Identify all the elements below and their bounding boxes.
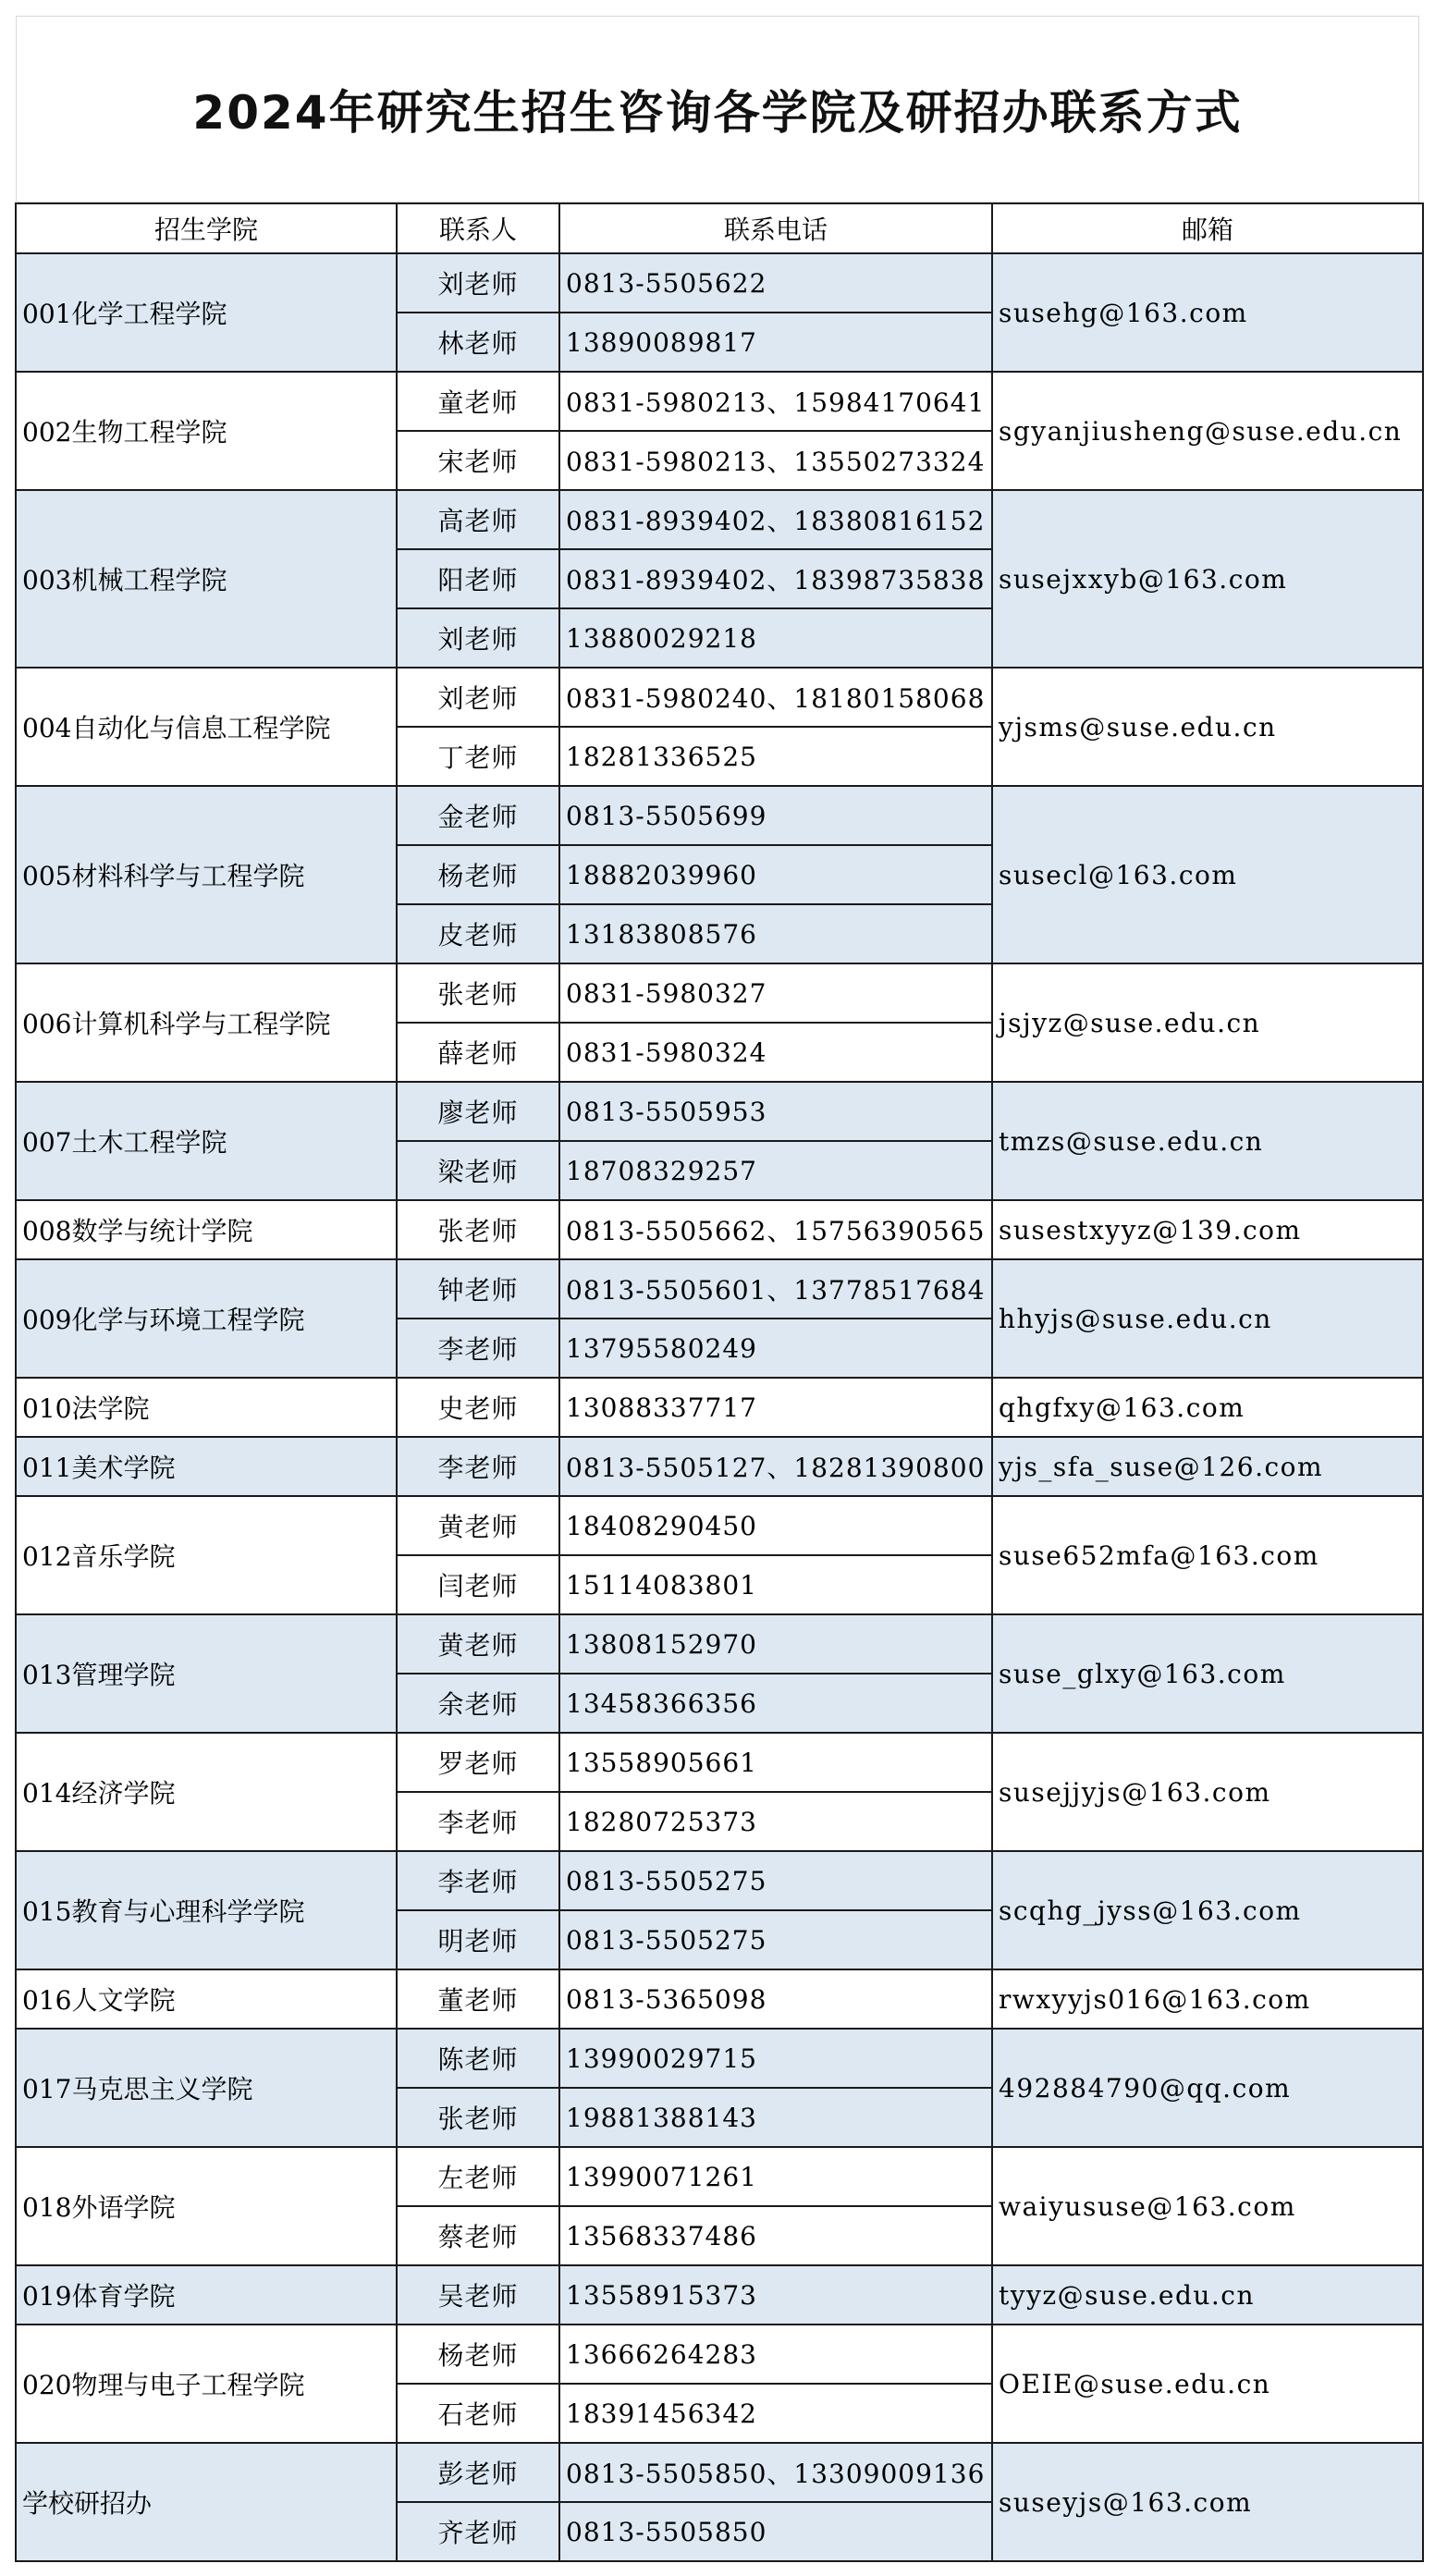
contact-person: 黄老师 <box>397 1496 559 1555</box>
college-name: 014经济学院 <box>16 1733 397 1851</box>
table-row <box>16 1733 1423 1792</box>
college-name: 011美术学院 <box>16 1437 397 1496</box>
college-name: 019体育学院 <box>16 2265 397 2325</box>
contact-person: 丁老师 <box>397 727 559 786</box>
contact-person: 宋老师 <box>397 431 559 490</box>
college-name: 010法学院 <box>16 1378 397 1437</box>
table-row <box>16 668 1423 727</box>
phone-number: 13990071261 <box>559 2147 992 2206</box>
college-name: 学校研招办 <box>16 2443 397 2561</box>
email-address: susehg@163.com <box>992 253 1423 372</box>
contact-person: 张老师 <box>397 963 559 1023</box>
phone-number: 0813-5505601、13778517684 <box>559 1259 992 1319</box>
header-contact: 联系人 <box>397 203 559 253</box>
header-email: 邮箱 <box>992 203 1423 253</box>
phone-number: 13568337486 <box>559 2206 992 2265</box>
table-row <box>16 1437 1423 1496</box>
header-row <box>16 203 1423 253</box>
contact-person: 闫老师 <box>397 1555 559 1614</box>
email-address: waiyususe@163.com <box>992 2147 1423 2265</box>
college-name: 020物理与电子工程学院 <box>16 2325 397 2443</box>
table-row <box>16 1614 1423 1674</box>
phone-number: 15114083801 <box>559 1555 992 1614</box>
phone-number: 0831-5980327 <box>559 963 992 1023</box>
contact-person: 梁老师 <box>397 1141 559 1200</box>
phone-number: 13808152970 <box>559 1614 992 1674</box>
phone-number: 13458366356 <box>559 1674 992 1733</box>
contact-person: 陈老师 <box>397 2029 559 2088</box>
phone-number: 0813-5365098 <box>559 1969 992 2029</box>
phone-number: 18391456342 <box>559 2384 992 2443</box>
college-name: 017马克思主义学院 <box>16 2029 397 2147</box>
email-address: jsjyz@suse.edu.cn <box>992 963 1423 1082</box>
header-phone: 联系电话 <box>559 203 992 253</box>
email-address: yjsms@suse.edu.cn <box>992 668 1423 786</box>
table-row <box>16 1496 1423 1555</box>
college-name: 015教育与心理科学学院 <box>16 1851 397 1969</box>
table-row <box>16 1259 1423 1319</box>
phone-number: 0813-5505662、15756390565 <box>559 1200 992 1259</box>
contact-person: 阳老师 <box>397 549 559 608</box>
email-address: scqhg_jyss@163.com <box>992 1851 1423 1969</box>
contact-person: 黄老师 <box>397 1614 559 1674</box>
email-address: tmzs@suse.edu.cn <box>992 1082 1423 1200</box>
table-row <box>16 253 1423 313</box>
college-name: 005材料科学与工程学院 <box>16 786 397 963</box>
phone-number: 18280725373 <box>559 1792 992 1851</box>
email-address: OEIE@suse.edu.cn <box>992 2325 1423 2443</box>
email-address: susestxyyz@139.com <box>992 1200 1423 1259</box>
contact-person: 左老师 <box>397 2147 559 2206</box>
phone-number: 13795580249 <box>559 1319 992 1378</box>
table-row <box>16 2325 1423 2384</box>
phone-number: 0813-5505953 <box>559 1082 992 1141</box>
table-row <box>16 963 1423 1023</box>
phone-number: 0831-8939402、18398735838 <box>559 549 992 608</box>
phone-number: 13558905661 <box>559 1733 992 1792</box>
phone-number: 0813-5505699 <box>559 786 992 845</box>
phone-number: 0813-5505622 <box>559 253 992 313</box>
phone-number: 0813-5505275 <box>559 1910 992 1969</box>
contact-person: 薛老师 <box>397 1023 559 1082</box>
college-name: 007土木工程学院 <box>16 1082 397 1200</box>
table-row <box>16 1851 1423 1910</box>
contact-person: 皮老师 <box>397 904 559 963</box>
table-row <box>16 1082 1423 1141</box>
phone-number: 13558915373 <box>559 2265 992 2325</box>
phone-number: 13088337717 <box>559 1378 992 1437</box>
contact-person: 罗老师 <box>397 1733 559 1792</box>
contact-person: 李老师 <box>397 1319 559 1378</box>
phone-number: 18408290450 <box>559 1496 992 1555</box>
college-name: 006计算机科学与工程学院 <box>16 963 397 1082</box>
phone-number: 0831-8939402、18380816152 <box>559 490 992 549</box>
table-row <box>16 786 1423 845</box>
contact-person: 刘老师 <box>397 668 559 727</box>
college-name: 013管理学院 <box>16 1614 397 1733</box>
contact-person: 刘老师 <box>397 608 559 668</box>
contact-person: 董老师 <box>397 1969 559 2029</box>
phone-number: 0831-5980240、18180158068 <box>559 668 992 727</box>
header-college: 招生学院 <box>16 203 397 253</box>
college-name: 012音乐学院 <box>16 1496 397 1614</box>
college-name: 004自动化与信息工程学院 <box>16 668 397 786</box>
table-row <box>16 1378 1423 1437</box>
email-address: 492884790@qq.com <box>992 2029 1423 2147</box>
phone-number: 0831-5980213、15984170641 <box>559 372 992 431</box>
contact-person: 明老师 <box>397 1910 559 1969</box>
phone-number: 18281336525 <box>559 727 992 786</box>
college-name: 001化学工程学院 <box>16 253 397 372</box>
contact-person: 廖老师 <box>397 1082 559 1141</box>
email-address: suse_glxy@163.com <box>992 1614 1423 1733</box>
contacts-table <box>15 202 1424 2562</box>
email-address: hhyjs@suse.edu.cn <box>992 1259 1423 1378</box>
contact-person: 蔡老师 <box>397 2206 559 2265</box>
contact-person: 余老师 <box>397 1674 559 1733</box>
contact-person: 李老师 <box>397 1437 559 1496</box>
email-address: suseyjs@163.com <box>992 2443 1423 2561</box>
table-row <box>16 1969 1423 2029</box>
contact-person: 刘老师 <box>397 253 559 313</box>
contact-person: 李老师 <box>397 1851 559 1910</box>
email-address: susejjyjs@163.com <box>992 1733 1423 1851</box>
email-address: rwxyyjs016@163.com <box>992 1969 1423 2029</box>
contact-person: 李老师 <box>397 1792 559 1851</box>
email-address: sgyanjiusheng@suse.edu.cn <box>992 372 1423 490</box>
contact-person: 吴老师 <box>397 2265 559 2325</box>
phone-number: 19881388143 <box>559 2088 992 2147</box>
table-row <box>16 2029 1423 2088</box>
phone-number: 18708329257 <box>559 1141 992 1200</box>
title-banner <box>16 16 1419 202</box>
phone-number: 0813-5505127、18281390800 <box>559 1437 992 1496</box>
college-name: 002生物工程学院 <box>16 372 397 490</box>
contact-person: 金老师 <box>397 786 559 845</box>
contact-person: 齐老师 <box>397 2502 559 2561</box>
contact-person: 杨老师 <box>397 845 559 904</box>
phone-number: 0831-5980213、13550273324 <box>559 431 992 490</box>
table-row <box>16 372 1423 431</box>
phone-number: 13880029218 <box>559 608 992 668</box>
table-row <box>16 2147 1423 2206</box>
table-body <box>16 253 1423 2561</box>
college-name: 008数学与统计学院 <box>16 1200 397 1259</box>
college-name: 018外语学院 <box>16 2147 397 2265</box>
college-name: 003机械工程学院 <box>16 490 397 668</box>
contact-person: 钟老师 <box>397 1259 559 1319</box>
phone-number: 0813-5505275 <box>559 1851 992 1910</box>
phone-number: 13183808576 <box>559 904 992 963</box>
table-row <box>16 1200 1423 1259</box>
contact-person: 杨老师 <box>397 2325 559 2384</box>
phone-number: 0831-5980324 <box>559 1023 992 1082</box>
contact-person: 史老师 <box>397 1378 559 1437</box>
contact-person: 彭老师 <box>397 2443 559 2502</box>
phone-number: 0813-5505850 <box>559 2502 992 2561</box>
phone-number: 18882039960 <box>559 845 992 904</box>
table-row <box>16 2265 1423 2325</box>
email-address: suse652mfa@163.com <box>992 1496 1423 1614</box>
contact-person: 张老师 <box>397 2088 559 2147</box>
phone-number: 13890089817 <box>559 313 992 372</box>
college-name: 016人文学院 <box>16 1969 397 2029</box>
email-address: yjs_sfa_suse@126.com <box>992 1437 1423 1496</box>
contact-person: 林老师 <box>397 313 559 372</box>
table-row <box>16 490 1423 549</box>
email-address: susejxxyb@163.com <box>992 490 1423 668</box>
email-address: susecl@163.com <box>992 786 1423 963</box>
contact-person: 高老师 <box>397 490 559 549</box>
table-row <box>16 2443 1423 2502</box>
college-name: 009化学与环境工程学院 <box>16 1259 397 1378</box>
contact-person: 童老师 <box>397 372 559 431</box>
phone-number: 0813-5505850、13309009136 <box>559 2443 992 2502</box>
phone-number: 13990029715 <box>559 2029 992 2088</box>
phone-number: 13666264283 <box>559 2325 992 2384</box>
contact-person: 石老师 <box>397 2384 559 2443</box>
email-address: qhgfxy@163.com <box>992 1378 1423 1437</box>
page-title: 2024年研究生招生咨询各学院及研招办联系方式 <box>192 86 1243 140</box>
contact-person: 张老师 <box>397 1200 559 1259</box>
email-address: tyyz@suse.edu.cn <box>992 2265 1423 2325</box>
